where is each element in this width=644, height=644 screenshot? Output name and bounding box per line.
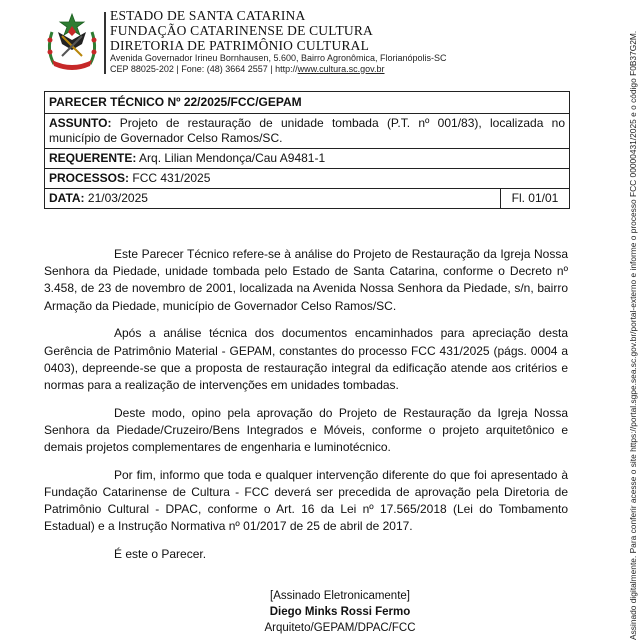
document-body [44,246,568,574]
assunto-value: Projeto de restauração de unidade tombada (P.T. nº 001/83), localizada no município de Governador Celso Ramos/SC. [49,116,565,145]
folha-cell: Fl. 01/01 [501,189,570,209]
document-info-table [44,91,570,209]
assunto-cell [45,114,570,149]
data-label: DATA: [49,191,85,205]
signature-block [210,588,470,636]
signer-role: Arquiteto/GEPAM/DPAC/FCC [264,622,416,634]
processos-label: PROCESSOS: [49,171,130,185]
requerente-cell [45,149,570,169]
data-cell [45,189,501,209]
letterhead [44,8,604,78]
verification-side-note: Assinado digitalmente. Para conferir acesse o site https://portal.sgpe.sea.sc.gov.br/portal-externo e informe o processo FCC 00000431/2025 e o código F0B37G2M. [628,30,638,640]
letterhead-text [110,8,447,74]
paragraph-1: Este Parecer Técnico refere-se à análise do Projeto de Restauração da Igreja Nossa Senhora da Piedade, unidade tombada pelo Estado de Santa Catarina, conforme o Decreto nº 3.458, de 23 de novembro de 2001, localizada na Avenida Nossa Senhora da Piedade, s/n, bairro Armação da Piedade, município de Governador Celso Ramos/SC. [44,247,568,313]
paragraph-2: Após a análise técnica dos documentos encaminhados para apreciação desta Gerência de Patrimônio Material - GEPAM, constantes do processo FCC 431/2025 (págs. 0004 a 0403), depreende-se que a proposta de restauração integral da edificação atende aos critérios e normas para a realização de intervenções em unidades tombadas. [44,326,568,392]
data-row [45,189,570,209]
assunto-row [45,114,570,149]
state-coat-of-arms-icon [44,10,100,74]
org-line-foundation: FUNDAÇÃO CATARINENSE DE CULTURA [110,23,374,38]
processos-row [45,169,570,189]
paragraph-3: Deste modo, opino pela aprovação do Projeto de Restauração da Igreja Nossa Senhora da Piedade/Cruzeiro/Bens Integrados e Móveis, conforme o projeto arquitetônico e demais projetos complementares de engenharia e luminotécnico. [44,405,568,455]
contact-text: CEP 88025-202 | Fone: (48) 3664 2557 | http:// [110,63,298,74]
requerente-label: REQUERENTE: [49,151,137,165]
closing-line: É este o Parecer. [114,547,207,562]
processos-cell [45,169,570,189]
website-link[interactable]: www.cultura.sc.gov.br [297,63,385,74]
requerente-row [45,149,570,169]
contact-line [110,64,447,75]
address-line: Avenida Governador Irineu Bornhausen, 5.600, Bairro Agronômica, Florianópolis-SC [110,53,447,63]
title-row [45,92,570,114]
letterhead-divider [104,12,106,74]
paragraph-4: Por fim, informo que toda e qualquer intervenção diferente do que foi apresentado à Fundação Catarinense de Cultura - FCC deverá ser precedida de aprovação pela Diretoria de Patrimônio Cultural - DPAC, conforme o Art. 16 da Lei nº 17.565/2018 (Lei do Tombamento Estadual) e a Instrução Normativa nº 01/2017 de 25 de abril de 2017. [44,467,568,534]
signature-note: [Assinado Eletronicamente] [270,590,410,602]
processos-value: FCC 431/2025 [132,171,211,185]
assunto-label: ASSUNTO: [49,116,112,130]
data-value: 21/03/2025 [87,191,148,205]
signer-name: Diego Minks Rossi Fermo [269,606,411,618]
org-line-state: ESTADO DE SANTA CATARINA [110,8,306,23]
requerente-value: Arq. Lilian Mendonça/Cau A9481-1 [139,151,326,165]
document-title: PARECER TÉCNICO Nº 22/2025/FCC/GEPAM [45,92,570,114]
org-line-directorate: DIRETORIA DE PATRIMÔNIO CULTURAL [110,38,370,53]
